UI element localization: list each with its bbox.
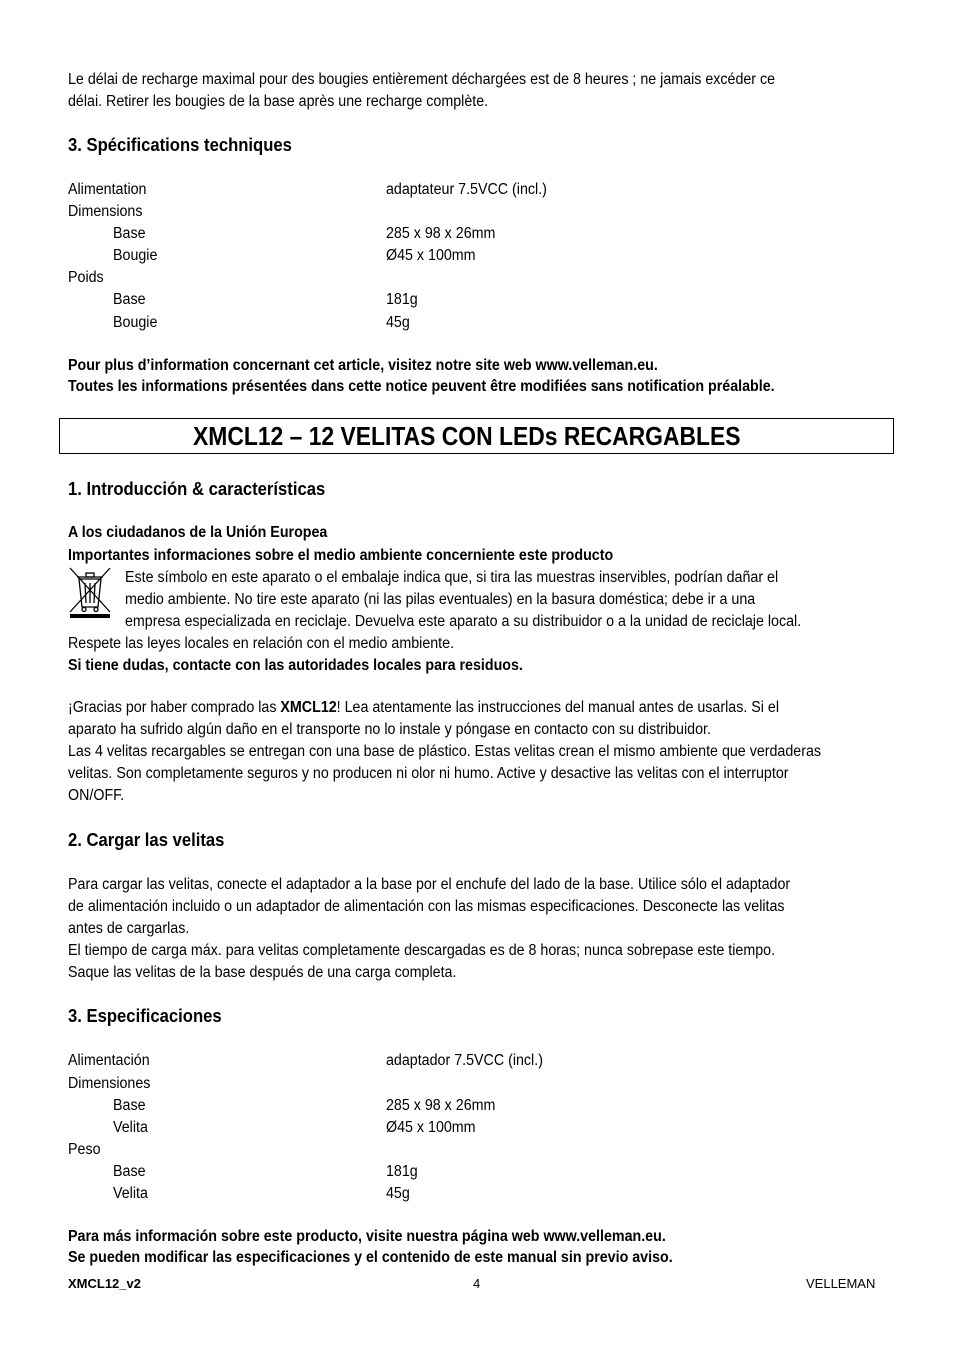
es-eu-line-1: A los ciudadanos de la Unión Europea (68, 524, 328, 541)
es-power-value: adaptador 7.5VCC (incl.) (386, 1052, 543, 1069)
es-thanks-line (68, 697, 779, 719)
es-weee-bold: Si tiene dudas, contacte con las autoridades locales para residuos. (68, 657, 523, 674)
es-footer-line-2: Se pueden modificar las especificaciones y el contenido de este manual sin previo aviso. (68, 1249, 673, 1266)
es-thanks-model: XMCL12 (280, 699, 337, 716)
fr-power-label: Alimentation (68, 181, 147, 198)
es-charge-line-1: Para cargar las velitas, conecte el adaptador a la base por el enchufe del lado de la base. Utilice sólo el adaptador (68, 876, 791, 893)
footer-page-number: 4 (473, 1276, 481, 1291)
fr-dim-candle-label: Bougie (113, 247, 158, 264)
es-dim-base-label: Base (113, 1097, 146, 1114)
fr-weight-candle-label: Bougie (113, 314, 158, 331)
es-body-line-1: aparato ha sufrido algún daño en el transporte no lo instale y póngase en contacto con su distribuidor. (68, 721, 711, 738)
fr-weight-base-label: Base (113, 291, 146, 308)
fr-weight-label: Poids (68, 269, 104, 286)
es-thanks-pre: ¡Gracias por haber comprado las (68, 699, 281, 716)
es-power-label: Alimentación (68, 1052, 150, 1069)
es-charge-heading: 2. Cargar las velitas (68, 829, 225, 850)
es-weight-base-label: Base (113, 1163, 146, 1180)
es-title: XMCL12 – 12 VELITAS CON LEDs RECARGABLES (193, 421, 741, 451)
es-footer-line-1: Para más información sobre este producto, visite nuestra página web www.velleman.eu. (68, 1228, 666, 1245)
es-charge-line-4: El tiempo de carga máx. para velitas completamente descargadas es de 8 horas; nunca sobrepase este tiempo. (68, 942, 776, 959)
fr-weight-candle-value: 45g (386, 314, 410, 331)
es-weee-line-1: Este símbolo en este aparato o el embalaje indica que, si tira las muestras inservibles, podrían dañar el (125, 569, 779, 586)
fr-dim-label: Dimensions (68, 203, 143, 220)
es-charge-line-5: Saque las velitas de la base después de una carga completa. (68, 964, 457, 981)
fr-dim-base-value: 285 x 98 x 26mm (386, 225, 496, 242)
es-body-line-2: Las 4 velitas recargables se entregan con una base de plástico. Estas velitas crean el mismo ambiente que verdaderas (68, 743, 822, 760)
es-eu-line-2: Importantes informaciones sobre el medio ambiente concerniente este producto (68, 547, 614, 564)
es-weee-line-2: medio ambiente. No tire este aparato (ni las pilas eventuales) en la basura doméstica; debe ir a una (125, 591, 756, 608)
es-thanks-post: ! Lea atentamente las instrucciones del manual antes de usarlas. Si el (336, 699, 780, 716)
es-weight-base-value: 181g (386, 1163, 418, 1180)
es-charge-line-2: de alimentación incluido o un adaptador de alimentación con las mismas especificaciones. Desconecte las velitas (68, 898, 785, 915)
fr-intro-line-2: délai. Retirer les bougies de la base après une recharge complète. (68, 93, 489, 110)
es-weight-candle-label: Velita (113, 1185, 148, 1202)
es-weight-candle-value: 45g (386, 1185, 410, 1202)
es-intro-heading: 1. Introducción & características (68, 478, 326, 499)
footer-brand: VELLEMAN (806, 1276, 876, 1291)
es-dim-base-value: 285 x 98 x 26mm (386, 1097, 496, 1114)
es-dim-label: Dimensiones (68, 1075, 151, 1092)
es-body-line-4: ON/OFF. (68, 787, 125, 804)
fr-power-value: adaptateur 7.5VCC (incl.) (386, 181, 547, 198)
es-weee-line-4: Respete las leyes locales en relación con el medio ambiente. (68, 635, 455, 652)
fr-footer-line-1: Pour plus d’information concernant cet article, visitez notre site web www.velleman.eu. (68, 357, 658, 374)
fr-dim-candle-value: Ø45 x 100mm (386, 247, 476, 264)
es-weight-label: Peso (68, 1141, 101, 1158)
es-title-box (59, 418, 894, 454)
es-weee-line-3: empresa especializada en reciclaje. Devuelva este aparato a su distribuidor o a la unidad de reciclaje local. (125, 613, 802, 630)
fr-spec-heading: 3. Spécifications techniques (68, 134, 292, 155)
fr-weight-base-value: 181g (386, 291, 418, 308)
fr-dim-base-label: Base (113, 225, 146, 242)
es-charge-line-3: antes de cargarlas. (68, 920, 190, 937)
fr-footer-line-2: Toutes les informations présentées dans cette notice peuvent être modifiées sans notification préalable. (68, 378, 775, 395)
fr-intro-line-1: Le délai de recharge maximal pour des bougies entièrement déchargées est de 8 heures ; ne jamais excéder ce (68, 71, 776, 88)
es-dim-candle-value: Ø45 x 100mm (386, 1119, 476, 1136)
weee-icon (68, 566, 112, 618)
es-dim-candle-label: Velita (113, 1119, 148, 1136)
es-spec-heading: 3. Especificaciones (68, 1005, 222, 1026)
footer-doc-code: XMCL12_v2 (68, 1276, 141, 1291)
es-body-line-3: velitas. Son completamente seguros y no producen ni olor ni humo. Active y desactive las velitas con el interruptor (68, 765, 789, 782)
